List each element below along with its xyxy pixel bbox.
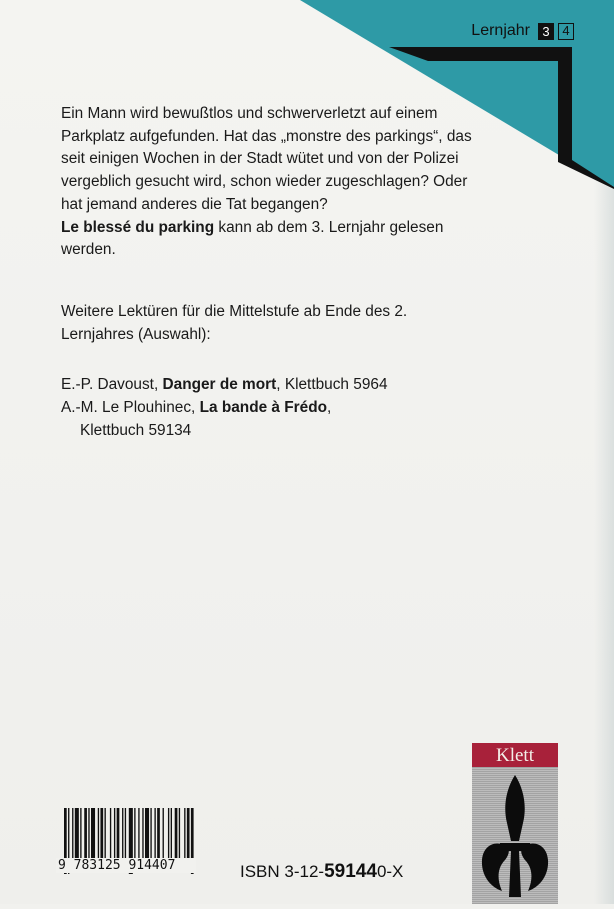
barcode-bar (171, 808, 172, 860)
barcode-bar (125, 808, 126, 860)
isbn-bold-part: 59144 (324, 861, 377, 882)
fleur-de-lis-icon (472, 767, 558, 904)
barcode-bar (100, 808, 103, 860)
further-reading-list (61, 374, 481, 442)
blurb-paragraph: Ein Mann wird bewußtlos und schwerverletzt auf einem Parkplatz aufgefunden. Hat das „monstre des parkings“, das seit einigen Wochen in der Stadt wütet und von der Polizei vergeblich gesucht wird, schon wieder zugeschlagen? Oder hat jemand anderes die Tat begangen? (61, 105, 472, 213)
barcode-bar (175, 808, 178, 860)
barcode-bar (154, 808, 155, 860)
barcode-bar (168, 808, 169, 860)
barcode-bar (91, 808, 95, 860)
book-entry-2 (61, 397, 481, 420)
fleur-band (500, 843, 530, 851)
barcode-bar (138, 808, 139, 860)
fleur-center-petal (505, 775, 524, 841)
book-number: , Klettbuch 5964 (276, 376, 388, 394)
barcode-number: 9 783125 914407 (56, 858, 196, 873)
barcode-bar (179, 808, 180, 860)
publisher-logo-block (472, 743, 558, 903)
isbn (240, 861, 403, 883)
barcode-bar (163, 808, 164, 860)
book-title: Danger de mort (162, 376, 277, 394)
year-3-box: 3 (538, 23, 554, 40)
book-author: E.-P. Davoust, (61, 376, 163, 394)
isbn-suffix: 0-X (376, 862, 404, 881)
further-reading-intro: Weitere Lektüren für die Mittelstufe ab Ende des 2. Lernjahres (Auswahl): (61, 302, 408, 343)
barcode-bar (122, 808, 123, 860)
barcode-bar (110, 808, 111, 860)
reading-level-rest: kann ab dem 3. Lernjahr gelesen werden. (61, 218, 444, 259)
barcode-bar (72, 808, 73, 860)
year-4-box: 4 (558, 23, 574, 40)
barcode-bar (105, 808, 106, 860)
isbn-prefix: ISBN 3-12- (240, 862, 325, 881)
barcode-bar (88, 808, 89, 860)
publisher-name: Klett (472, 743, 558, 767)
barcode-bar (114, 808, 115, 860)
book-entry-1 (61, 374, 481, 397)
lernjahr-indicator (471, 22, 574, 40)
barcode-bar (142, 808, 143, 860)
book-entry-2-continuation: Klettbuch 59134 (80, 421, 192, 439)
barcode-bar (134, 808, 135, 860)
barcode-bar (117, 808, 120, 860)
book-comma: , (327, 399, 332, 417)
back-cover-text (61, 103, 481, 442)
fleur-stem (509, 851, 521, 897)
barcode-bar (150, 808, 151, 860)
barcode-bar (184, 808, 185, 860)
barcode-bar (84, 808, 87, 860)
barcode-bar (98, 808, 99, 860)
lernjahr-label: Lernjahr (471, 22, 530, 39)
book-title-bold: Le blessé du parking (61, 218, 215, 236)
klett-logo-panel (472, 767, 558, 904)
barcode-bar (75, 808, 79, 860)
barcode-bar (157, 808, 160, 860)
barcode-bar (80, 808, 81, 860)
book-author: A.-M. Le Plouhinec, (61, 399, 200, 417)
barcode-bar (187, 808, 190, 860)
barcode-bar (145, 808, 149, 860)
book-title: La bande à Frédo (199, 399, 328, 417)
reading-level-sentence (61, 217, 481, 262)
